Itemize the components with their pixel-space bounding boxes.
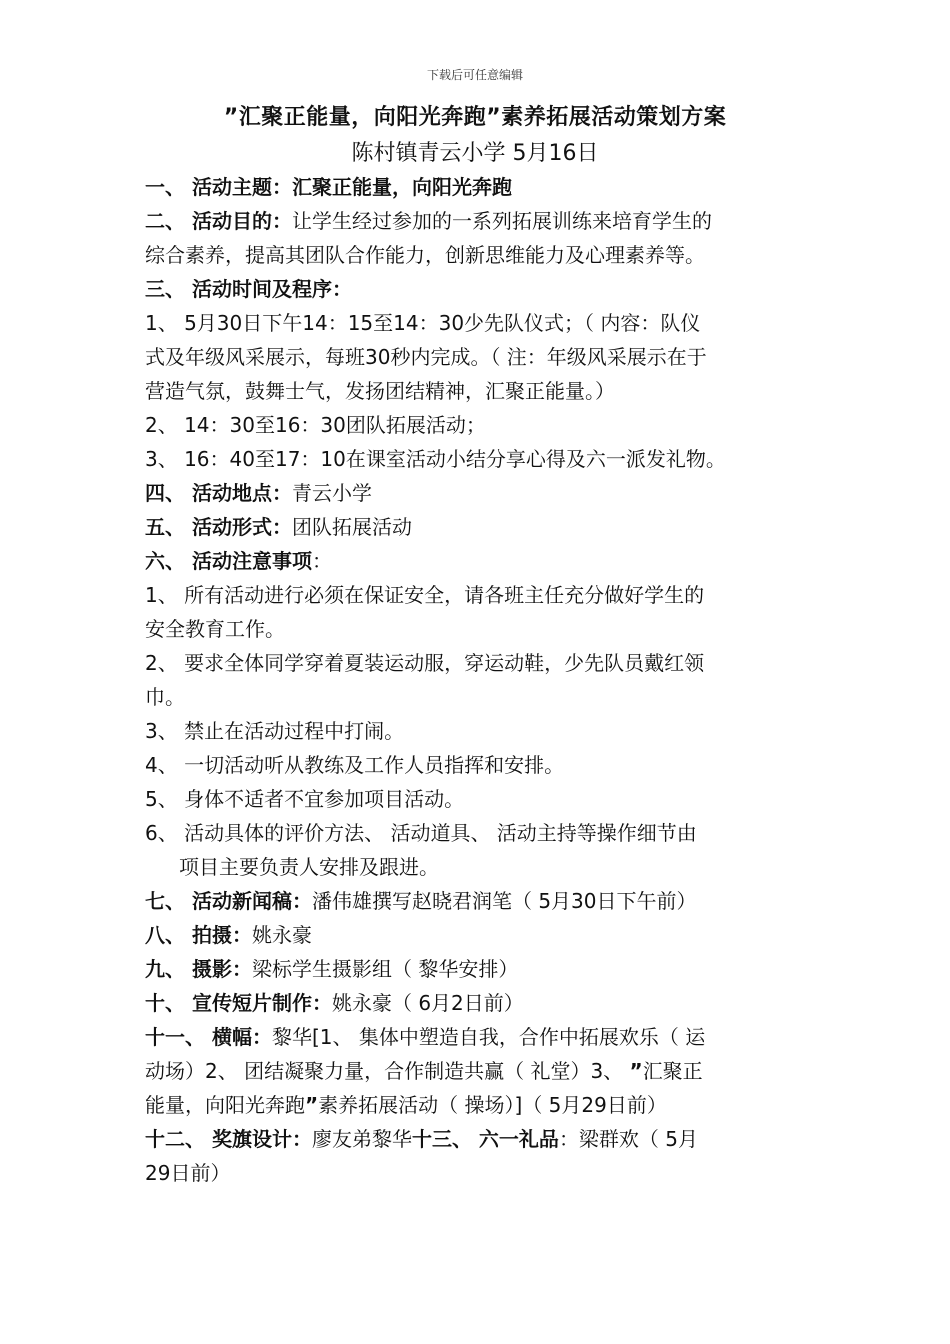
text-run: 1、 5月30日下午14：15至14：30少先队仪式；（ 内容：队仪 [145, 311, 701, 335]
text-run: 3、 禁止在活动过程中打闹。 [145, 719, 405, 743]
text-run: 5、 身体不适者不宜参加项目活动。 [145, 787, 465, 811]
document-body [145, 170, 813, 1190]
document-line [145, 952, 813, 986]
bold-text-run: 十、 宣传短片制作： [145, 991, 332, 1015]
bold-text-run: 四、 活动地点： [145, 481, 292, 505]
document-line [145, 1156, 813, 1190]
document-line [145, 272, 813, 306]
text-run: 综合素养，提高其团队合作能力，创新思维能力及心理素养等。 [145, 243, 705, 267]
bold-text-run: 五、 活动形式： [145, 515, 292, 539]
text-run: 项目主要负责人安排及跟进。 [179, 855, 439, 879]
bold-text-run: 三、 活动时间及程序： [145, 277, 352, 301]
document-line [145, 612, 813, 646]
document-line [145, 374, 813, 408]
bold-text-run: ” [629, 1059, 643, 1083]
text-run: 素养拓展活动（ 操场）]（ 5月29日前） [318, 1093, 667, 1117]
text-run: 梁标学生摄影组（ 黎华安排） [251, 957, 519, 981]
document-line [145, 476, 813, 510]
text-run: 廖友弟黎华 [311, 1127, 412, 1151]
text-run: 营造气氛，鼓舞士气，发扬团结精神，汇聚正能量。） [145, 379, 615, 403]
document-title: ”汇聚正能量，向阳光奔跑”素养拓展活动策划方案 [223, 105, 727, 130]
document-line [145, 408, 813, 442]
document-subtitle: 陈村镇青云小学 5月16日 [351, 141, 599, 166]
bold-text-run: 一、 活动主题：汇聚正能量，向阳光奔跑 [145, 175, 512, 199]
page-header: 下载后可任意编辑 [426, 68, 523, 82]
document-line [145, 442, 813, 476]
document-line [145, 578, 813, 612]
document-line [145, 884, 813, 918]
document-line [145, 680, 813, 714]
document-line [145, 850, 813, 884]
document-line [145, 544, 813, 578]
document-line [145, 748, 813, 782]
text-run: 2、 要求全体同学穿着夏装运动服，穿运动鞋，少先队员戴红领 [145, 651, 705, 675]
document-line [145, 646, 813, 680]
document-line [145, 1054, 813, 1088]
document-line [145, 306, 813, 340]
text-run: 29日前） [145, 1161, 231, 1185]
bold-text-run: 八、 拍摄： [145, 923, 252, 947]
bold-text-run: 九、 摄影： [145, 957, 252, 981]
text-run: 式及年级风采展示，每班30秒内完成。（ 注：年级风采展示在于 [145, 345, 707, 369]
text-run: ： [311, 549, 332, 573]
text-run: 巾。 [145, 685, 185, 709]
text-run: 黎华[1、 集体中塑造自我，合作中拓展欢乐（ 运 [271, 1025, 706, 1049]
text-run: 姚永豪 [251, 923, 312, 947]
text-run: 青云小学 [291, 481, 372, 505]
text-run: 4、 一切活动听从教练及工作人员指挥和安排。 [145, 753, 565, 777]
text-run: ：梁群欢（ 5月 [558, 1127, 699, 1151]
text-run: 动场）2、 团结凝聚力量，合作制造共赢（ 礼堂）3、 [145, 1059, 630, 1083]
text-run: 2、 14：30至16：30团队拓展活动； [145, 413, 486, 437]
text-run: 6、 活动具体的评价方法、 活动道具、 活动主持等操作细节由 [145, 821, 697, 845]
text-run: 能量，向阳光奔跑 [145, 1093, 305, 1117]
document-line [145, 510, 813, 544]
text-run: 1、 所有活动进行必须在保证安全，请各班主任充分做好学生的 [145, 583, 705, 607]
document-line [145, 340, 813, 374]
text-run: 汇聚正 [642, 1059, 703, 1083]
text-run: 让学生经过参加的一系列拓展训练来培育学生的 [291, 209, 712, 233]
document-line [145, 1088, 813, 1122]
text-run: 姚永豪（ 6月2日前） [331, 991, 524, 1015]
document-line [145, 170, 813, 204]
document-line [145, 816, 813, 850]
bold-text-run: 七、 活动新闻稿： [145, 889, 312, 913]
document-line [145, 1020, 813, 1054]
bold-text-run: 十二、 奖旗设计： [145, 1127, 312, 1151]
document-line [145, 204, 813, 238]
text-run: 3、 16：40至17：10在课室活动小结分享心得及六一派发礼物。 [145, 447, 726, 471]
text-run: 团队拓展活动 [291, 515, 412, 539]
bold-text-run: ” [305, 1093, 319, 1117]
document-line [145, 782, 813, 816]
document-line [145, 714, 813, 748]
document-line [145, 1122, 813, 1156]
bold-text-run: 十一、 横幅： [145, 1025, 272, 1049]
document-line [145, 918, 813, 952]
bold-text-run: 六、 活动注意事项 [145, 549, 312, 573]
text-run: 潘伟雄撰写赵晓君润笔（ 5月30日下午前） [311, 889, 697, 913]
bold-text-run: 二、 活动目的： [145, 209, 292, 233]
text-run: 安全教育工作。 [145, 617, 285, 641]
document-line [145, 986, 813, 1020]
document-line [145, 238, 813, 272]
bold-text-run: 十三、 六一礼品 [411, 1127, 559, 1151]
